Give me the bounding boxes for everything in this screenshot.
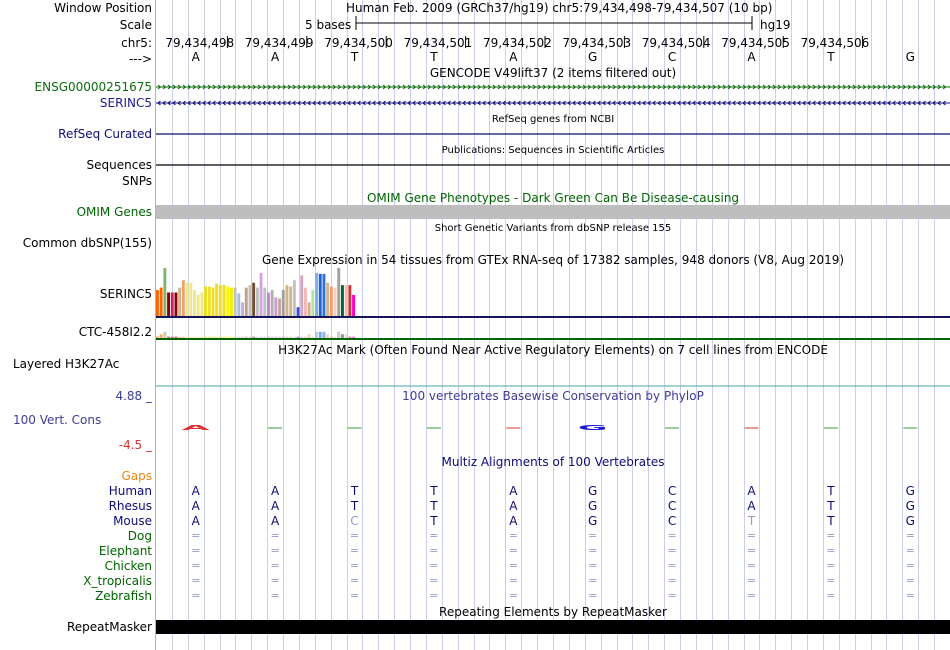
species-label[interactable]: Elephant bbox=[98, 544, 152, 558]
alignment-base: = bbox=[667, 529, 677, 542]
alignment-base: A bbox=[509, 484, 518, 498]
gencode-ensg-gene-strand bbox=[156, 85, 950, 89]
alignment-base: A bbox=[270, 484, 280, 498]
gtex-serinc5-bar bbox=[245, 288, 248, 317]
alignment-base: = bbox=[826, 559, 836, 572]
gtex-serinc5-bar bbox=[345, 285, 348, 317]
phylop-base-glyph: G bbox=[577, 423, 608, 432]
gtex-serinc5-bar bbox=[197, 295, 200, 317]
dbsnp-track-title: Short Genetic Variants from dbSNP release 155 bbox=[434, 223, 672, 234]
alignment-base: G bbox=[905, 484, 915, 498]
gtex-serinc5-bar bbox=[300, 275, 303, 317]
alignment-base: = bbox=[905, 544, 915, 557]
species-label[interactable]: Rhesus bbox=[108, 499, 152, 513]
alignment-base: = bbox=[588, 574, 598, 587]
dna-base: T bbox=[430, 50, 438, 64]
species-label[interactable]: Chicken bbox=[104, 559, 152, 573]
alignment-base: = bbox=[191, 574, 201, 587]
alignment-base: = bbox=[270, 589, 280, 602]
species-label[interactable]: X_tropicalis bbox=[83, 574, 152, 588]
gtex-serinc5-bar bbox=[182, 280, 185, 317]
coordinate-label: 79,434,503 bbox=[562, 36, 632, 50]
alignment-base: C bbox=[667, 484, 677, 498]
gtex-serinc5-bar bbox=[208, 287, 211, 317]
coordinate-label: 79,434,501 bbox=[403, 36, 473, 50]
alignment-base: = bbox=[429, 529, 439, 542]
gtex-ctc-bar bbox=[323, 332, 326, 339]
gtex-serinc5-bar bbox=[256, 288, 259, 317]
gtex-serinc5-bar bbox=[219, 285, 222, 317]
gtex-serinc5-bar bbox=[186, 283, 189, 317]
alignment-base: = bbox=[667, 559, 677, 572]
alignment-base: A bbox=[270, 514, 280, 528]
dna-base: A bbox=[509, 50, 518, 64]
alignment-base: = bbox=[349, 589, 360, 602]
species-label[interactable]: Mouse bbox=[113, 514, 152, 528]
alignment-base: = bbox=[270, 559, 280, 572]
alignment-base: A bbox=[509, 514, 518, 528]
gtex-serinc5-bar bbox=[278, 298, 281, 317]
gtex-serinc5-bar bbox=[286, 285, 289, 317]
dna-base: A bbox=[191, 50, 200, 64]
alignment-base: = bbox=[826, 589, 836, 602]
alignment-base: = bbox=[508, 529, 518, 542]
alignment-base: T bbox=[827, 514, 835, 528]
alignment-base: T bbox=[827, 484, 835, 498]
alignment-base: = bbox=[508, 559, 518, 572]
gtex-serinc5-bar bbox=[212, 288, 215, 317]
alignment-base: = bbox=[429, 589, 439, 602]
alignment-base: = bbox=[746, 544, 757, 557]
gtex-gene-ctc-label[interactable]: CTC-458I2.2 bbox=[78, 325, 152, 339]
alignment-base: G bbox=[905, 499, 915, 513]
repeatmasker-element-bar bbox=[156, 620, 950, 634]
gtex-serinc5-bar bbox=[348, 285, 351, 317]
window-position-value: Human Feb. 2009 (GRCh37/hg19) chr5:79,434,498-79,434,507 (10 bp) bbox=[346, 1, 773, 15]
gtex-serinc5-bar bbox=[337, 268, 340, 317]
gtex-serinc5-bar bbox=[193, 290, 196, 317]
alignment-base: = bbox=[588, 529, 598, 542]
alignment-base: = bbox=[746, 529, 757, 542]
gtex-serinc5-bar bbox=[293, 280, 296, 317]
gtex-serinc5-bar bbox=[274, 297, 277, 317]
common-dbsnp-label[interactable]: Common dbSNP(155) bbox=[22, 236, 152, 250]
alignment-base: = bbox=[667, 544, 677, 557]
gtex-serinc5-bar bbox=[319, 274, 322, 317]
alignment-base: = bbox=[270, 544, 280, 557]
alignment-base: C bbox=[667, 499, 677, 513]
alignment-base: = bbox=[429, 544, 439, 557]
gtex-serinc5-bar bbox=[260, 273, 263, 317]
alignment-base: = bbox=[905, 589, 915, 602]
gtex-serinc5-bar bbox=[160, 288, 163, 317]
alignment-base: = bbox=[429, 559, 439, 572]
assembly-label: hg19 bbox=[760, 18, 791, 32]
alignment-base: C bbox=[350, 514, 359, 528]
species-label[interactable]: Human bbox=[108, 484, 152, 498]
gtex-serinc5-bar bbox=[234, 288, 237, 317]
gtex-serinc5-bar bbox=[323, 274, 326, 317]
gtex-serinc5-bar bbox=[304, 288, 307, 317]
coordinate-label: 79,434,502 bbox=[483, 36, 552, 50]
gtex-serinc5-bar bbox=[200, 293, 203, 318]
gtex-ctc-bar bbox=[163, 332, 166, 339]
dna-base: G bbox=[588, 50, 598, 64]
dna-base: A bbox=[747, 50, 756, 64]
alignment-base: = bbox=[349, 574, 360, 587]
alignment-base: = bbox=[905, 529, 915, 542]
coordinate-label: 79,434,504 bbox=[641, 36, 711, 50]
alignment-base: = bbox=[429, 574, 439, 587]
publications-track-title: Publications: Sequences in Scientific Articles bbox=[441, 145, 665, 156]
alignment-base: C bbox=[667, 514, 677, 528]
alignment-base: A bbox=[191, 514, 200, 528]
species-label[interactable]: Zebrafish bbox=[95, 589, 152, 603]
phylop-base-glyph: A bbox=[181, 423, 210, 432]
gtex-serinc5-bar bbox=[167, 293, 170, 318]
alignment-base: = bbox=[746, 589, 757, 602]
gtex-serinc5-bar bbox=[178, 288, 181, 317]
alignment-base: A bbox=[270, 499, 280, 513]
repeatmasker-label[interactable]: RepeatMasker bbox=[66, 620, 152, 634]
dna-base: T bbox=[350, 50, 359, 64]
alignment-base: = bbox=[746, 559, 757, 572]
alignment-base: G bbox=[588, 484, 598, 498]
chrom-label: chr5: bbox=[121, 36, 152, 50]
dna-base: T bbox=[827, 50, 835, 64]
alignment-base: T bbox=[350, 499, 359, 513]
alignment-base: = bbox=[508, 589, 518, 602]
coordinate-label: 79,434,500 bbox=[324, 36, 393, 50]
vert-cons-label[interactable]: 100 Vert. Cons bbox=[13, 413, 102, 427]
alignment-base: = bbox=[826, 544, 836, 557]
alignment-base: T bbox=[430, 499, 438, 513]
alignment-base: = bbox=[349, 559, 360, 572]
strand-label: ---> bbox=[128, 52, 152, 66]
refseq-track-title: RefSeq genes from NCBI bbox=[491, 114, 615, 125]
alignment-base: = bbox=[588, 559, 598, 572]
gtex-serinc5-bar bbox=[204, 287, 207, 317]
alignment-base: = bbox=[349, 529, 360, 542]
gtex-serinc5-bar bbox=[282, 290, 285, 317]
phylop-track-title: 100 vertebrates Basewise Conservation by PhyloP bbox=[402, 389, 704, 403]
alignment-base: = bbox=[191, 544, 201, 557]
gtex-serinc5-bar bbox=[171, 293, 174, 318]
alignment-base: G bbox=[905, 514, 915, 528]
gtex-gene-serinc5-label[interactable]: SERINC5 bbox=[99, 287, 152, 301]
gtex-serinc5-bar bbox=[223, 285, 226, 317]
gtex-serinc5-bar bbox=[326, 283, 329, 317]
gtex-serinc5-bar bbox=[249, 285, 252, 317]
gtex-ctc-bar bbox=[337, 332, 340, 339]
alignment-base: T bbox=[747, 514, 756, 528]
refseq-curated-label[interactable]: RefSeq Curated bbox=[58, 127, 152, 141]
omim-track-title: OMIM Gene Phenotypes - Dark Green Can Be Disease-causing bbox=[366, 191, 740, 205]
phylop-min-value: -4.5 _ bbox=[118, 438, 152, 452]
alignment-base: = bbox=[508, 544, 518, 557]
alignment-base: = bbox=[667, 589, 677, 602]
gtex-serinc5-bar bbox=[315, 273, 318, 317]
gtex-serinc5-bar bbox=[156, 290, 159, 317]
alignment-base: = bbox=[191, 589, 201, 602]
alignment-base: = bbox=[270, 574, 280, 587]
gtex-serinc5-bar bbox=[263, 288, 266, 317]
gtex-serinc5-bar bbox=[163, 268, 166, 317]
dna-base: A bbox=[270, 50, 280, 64]
alignment-base: = bbox=[349, 544, 360, 557]
alignment-base: = bbox=[667, 574, 677, 587]
gtex-serinc5-bar bbox=[308, 302, 311, 317]
gtex-serinc5-bar bbox=[175, 293, 178, 318]
omim-genes-label[interactable]: OMIM Genes bbox=[76, 205, 152, 219]
gtex-serinc5-bar bbox=[237, 293, 240, 317]
alignment-base: = bbox=[588, 544, 598, 557]
gencode-serinc5-gene-strand bbox=[156, 101, 950, 105]
phylop-max-value: 4.88 _ bbox=[115, 389, 152, 403]
gtex-serinc5-bar bbox=[289, 287, 292, 317]
snps-label[interactable]: SNPs bbox=[122, 174, 152, 188]
alignment-base: A bbox=[191, 499, 200, 513]
scale-label: Scale bbox=[119, 18, 152, 32]
alignment-base: A bbox=[747, 484, 756, 498]
alignment-base: = bbox=[826, 529, 836, 542]
coordinate-label: 79,434,499 bbox=[244, 36, 314, 50]
repeatmasker-track-title: Repeating Elements by RepeatMasker bbox=[439, 605, 667, 619]
alignment-base: A bbox=[747, 499, 756, 513]
gene-label-serinc5[interactable]: SERINC5 bbox=[99, 96, 152, 110]
alignment-base: = bbox=[588, 589, 598, 602]
h3k27ac-track-title: H3K27Ac Mark (Often Found Near Active Regulatory Elements) on 7 cell lines from ENCODE bbox=[278, 343, 828, 357]
dna-base: G bbox=[905, 50, 915, 64]
alignment-base: G bbox=[588, 499, 598, 513]
coordinate-label: 79,434,498 bbox=[165, 36, 235, 50]
alignment-base: = bbox=[905, 574, 915, 587]
coordinate-label: 79,434,505 bbox=[721, 36, 790, 50]
alignment-base: = bbox=[191, 529, 201, 542]
gtex-serinc5-bar bbox=[352, 295, 355, 317]
gtex-serinc5-bar bbox=[271, 290, 274, 317]
alignment-base: = bbox=[191, 559, 201, 572]
gtex-serinc5-bar bbox=[341, 285, 344, 317]
gtex-serinc5-bar bbox=[297, 307, 300, 317]
alignment-base: = bbox=[826, 574, 836, 587]
gencode-track-title: GENCODE V49lift37 (2 items filtered out) bbox=[429, 66, 677, 80]
gtex-serinc5-bar bbox=[252, 283, 255, 317]
multiz-track-title: Multiz Alignments of 100 Vertebrates bbox=[441, 455, 665, 469]
gtex-serinc5-bar bbox=[215, 284, 218, 317]
coordinate-label: 79,434,506 bbox=[800, 36, 870, 50]
gtex-serinc5-bar bbox=[230, 288, 233, 317]
omim-gene-bar bbox=[156, 205, 950, 219]
alignment-base: T bbox=[430, 484, 438, 498]
gtex-serinc5-bar bbox=[334, 288, 337, 317]
species-label[interactable]: Dog bbox=[127, 529, 152, 543]
layered-h3k27ac-label[interactable]: Layered H3K27Ac bbox=[13, 357, 120, 371]
scale-bases-text: 5 bases bbox=[305, 18, 352, 32]
alignment-base: = bbox=[905, 559, 915, 572]
gtex-serinc5-bar bbox=[330, 287, 333, 317]
gaps-label[interactable]: Gaps bbox=[121, 469, 152, 483]
alignment-base: T bbox=[350, 484, 359, 498]
window-position-label: Window Position bbox=[54, 1, 152, 15]
alignment-base: A bbox=[509, 499, 518, 513]
sequences-label[interactable]: Sequences bbox=[86, 158, 152, 172]
gtex-serinc5-bar bbox=[311, 290, 314, 317]
alignment-base: A bbox=[191, 484, 200, 498]
gtex-serinc5-bar bbox=[189, 283, 192, 317]
gtex-ctc-bar bbox=[315, 332, 318, 339]
gtex-serinc5-bar bbox=[267, 293, 270, 318]
gtex-ctc-bar bbox=[319, 332, 322, 339]
dna-base: C bbox=[667, 50, 677, 64]
gtex-serinc5-bar bbox=[241, 302, 244, 317]
gtex-track-title: Gene Expression in 54 tissues from GTEx RNA-seq of 17382 samples, 948 donors (V8, Aug 2019) bbox=[261, 253, 845, 267]
alignment-base: G bbox=[588, 514, 598, 528]
alignment-base: T bbox=[430, 514, 438, 528]
alignment-base: T bbox=[827, 499, 835, 513]
gene-label-ensg[interactable]: ENSG00000251675 bbox=[34, 80, 152, 94]
alignment-base: = bbox=[270, 529, 280, 542]
alignment-base: = bbox=[508, 574, 518, 587]
gtex-serinc5-bar bbox=[226, 287, 229, 317]
alignment-base: = bbox=[746, 574, 757, 587]
